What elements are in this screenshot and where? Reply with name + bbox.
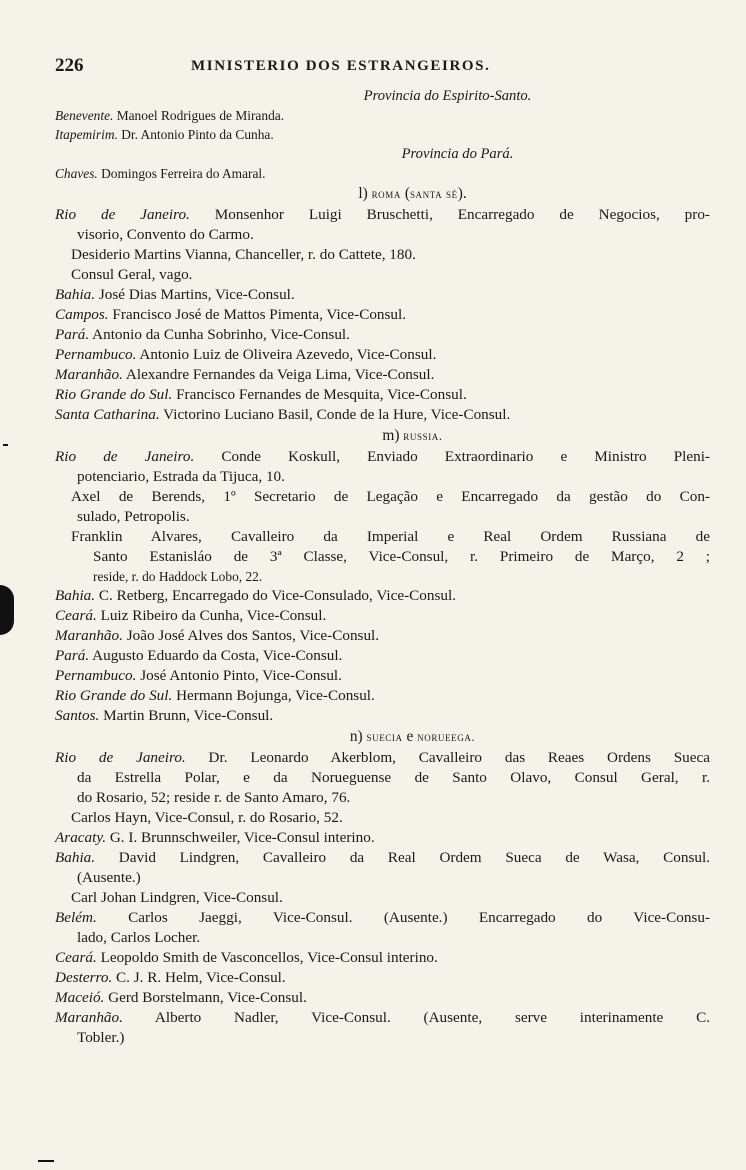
place-name: Belém. xyxy=(55,909,97,926)
place-name: Pará. xyxy=(55,647,90,664)
place-name: Pará. xyxy=(55,326,90,343)
section-suffix: ). xyxy=(457,185,467,202)
section-prefix: m) xyxy=(382,427,404,444)
place-name: Campos. xyxy=(55,306,109,323)
entry-text: G. I. Brunnschweiler, Vice-Consul interino. xyxy=(106,829,375,846)
continuation-line: sulado, Petropolis. xyxy=(77,508,190,525)
entry-text: Augusto Eduardo da Costa, Vice-Consul. xyxy=(89,647,343,664)
province-heading: Provincia do Espirito-Santo. xyxy=(363,88,532,104)
place-name: Rio Grande do Sul. xyxy=(55,386,173,403)
entry-text: Alberto Nadler, Vice-Consul. (Ausente, serve interinamente C. xyxy=(122,1009,710,1026)
directory-entry xyxy=(55,646,710,666)
directory-entry xyxy=(55,706,710,726)
entry-text: Dr. Leonardo Akerblom, Cavalleiro das Reaes Ordens Sueca xyxy=(185,749,710,766)
continuation-line: Carl Johan Lindgren, Vice-Consul. xyxy=(71,889,283,906)
place-name: Rio de Janeiro. xyxy=(55,206,190,223)
place-name: Ceará. xyxy=(55,607,97,624)
place-name: Rio de Janeiro. xyxy=(55,448,195,465)
section-mid: ( xyxy=(400,185,410,202)
directory-entry xyxy=(55,606,710,626)
continuation-line: Franklin Alvares, Cavalleiro da Imperial e Real Ordem Russiana de xyxy=(71,528,710,545)
place-name: Maranhão. xyxy=(55,1009,123,1026)
directory-entry xyxy=(55,1008,710,1028)
directory-entry xyxy=(55,586,710,606)
entry-text: Antonio Luiz de Oliveira Azevedo, Vice-Consul. xyxy=(136,346,437,363)
place-name: Bahia. xyxy=(55,849,96,866)
entry-text: Conde Koskull, Enviado Extraordinario e Ministro Pleni- xyxy=(194,448,710,465)
directory-entry xyxy=(55,828,710,848)
entry-text: David Lindgren, Cavalleiro da Real Ordem Sueca de Wasa, Consul. xyxy=(95,849,710,866)
continuation-line: visorio, Convento do Carmo. xyxy=(77,226,254,243)
continuation-line: Desiderio Martins Vianna, Chanceller, r. do Cattete, 180. xyxy=(71,246,416,263)
place-name: Pernambuco. xyxy=(55,346,137,363)
section-name: roma xyxy=(371,187,401,201)
running-head: MINISTERIO DOS ESTRANGEIROS. xyxy=(191,58,491,74)
place-name: Maranhão. xyxy=(55,366,123,383)
place-name: Maranhão. xyxy=(55,627,123,644)
document-body xyxy=(55,86,710,1048)
section-heading xyxy=(55,183,710,205)
continuation-line: (Ausente.) xyxy=(77,869,141,886)
directory-entry xyxy=(55,385,710,405)
place-name: Desterro. xyxy=(55,969,113,986)
entry-text: Domingos Ferreira do Amaral. xyxy=(97,166,266,181)
continuation-line: reside, r. do Haddock Lobo, 22. xyxy=(93,569,263,584)
place-name: Rio Grande do Sul. xyxy=(55,687,173,704)
continuation-line: Consul Geral, vago. xyxy=(71,266,193,283)
directory-entry xyxy=(55,164,710,183)
section-name2: norueega. xyxy=(417,730,476,744)
continuation-line: da Estrella Polar, e da Norueguense de Santo Olavo, Consul Geral, r. xyxy=(77,769,710,786)
section-heading xyxy=(55,726,710,748)
directory-entry xyxy=(55,748,710,768)
entry-text: C. Retberg, Encarregado do Vice-Consulado, Vice-Consul. xyxy=(95,587,456,604)
section-prefix: n) xyxy=(349,728,367,745)
continuation-line: Tobler.) xyxy=(77,1029,125,1046)
directory-entry xyxy=(55,908,710,928)
continuation-line: lado, Carlos Locher. xyxy=(77,929,201,946)
entry-text: Alexandre Fernandes da Veiga Lima, Vice-Consul. xyxy=(122,366,435,383)
entry-text: Antonio da Cunha Sobrinho, Vice-Consul. xyxy=(89,326,350,343)
directory-entry xyxy=(55,447,710,467)
entry-text: José Dias Martins, Vice-Consul. xyxy=(95,286,295,303)
entry-text: Martin Brunn, Vice-Consul. xyxy=(99,707,274,724)
place-name: Pernambuco. xyxy=(55,667,137,684)
directory-entry xyxy=(55,125,710,144)
place-name: Santos. xyxy=(55,707,100,724)
entry-text: Carlos Jaeggi, Vice-Consul. (Ausente.) Encarregado do Vice-Consu- xyxy=(96,909,710,926)
place-name: Itapemirim. xyxy=(55,127,118,142)
entry-text: Francisco José de Mattos Pimenta, Vice-Consul. xyxy=(108,306,407,323)
continuation-line: do Rosario, 52; reside r. de Santo Amaro, 76. xyxy=(77,789,351,806)
directory-entry xyxy=(55,988,710,1008)
entry-text: Victorino Luciano Basil, Conde de la Hure, Vice-Consul. xyxy=(159,406,511,423)
section-name: suecia xyxy=(366,730,403,744)
place-name: Chaves. xyxy=(55,166,98,181)
directory-entry xyxy=(55,106,710,125)
place-name: Ceará. xyxy=(55,949,97,966)
continuation-line: Santo Estanisláo de 3ª Classe, Vice-Consul, r. Primeiro de Março, 2 ; xyxy=(93,548,710,565)
place-name: Bahia. xyxy=(55,286,96,303)
entry-text: Manoel Rodrigues de Miranda. xyxy=(113,108,285,123)
place-name: Aracaty. xyxy=(55,829,107,846)
entry-text: Luiz Ribeiro da Cunha, Vice-Consul. xyxy=(96,607,327,624)
section-mid: e xyxy=(402,728,418,745)
section-name: russia. xyxy=(403,429,443,443)
entry-text: Hermann Bojunga, Vice-Consul. xyxy=(172,687,375,704)
directory-entry xyxy=(55,205,710,225)
entry-text: Monsenhor Luigi Bruschetti, Encarregado de Negocios, pro- xyxy=(189,206,710,223)
section-heading xyxy=(55,425,710,447)
section-prefix: l) xyxy=(358,185,372,202)
page-number: 226 xyxy=(55,55,84,76)
continuation-line: Axel de Berends, 1º Secretario de Legação e Encarregado da gestão do Con- xyxy=(71,488,710,505)
page-header xyxy=(55,55,715,81)
directory-entry xyxy=(55,365,710,385)
section-name2: santa sé xyxy=(409,187,458,201)
place-name: Benevente. xyxy=(55,108,114,123)
province-heading: Provincia do Pará. xyxy=(401,146,514,162)
directory-entry xyxy=(55,285,710,305)
entry-text: Dr. Antonio Pinto da Cunha. xyxy=(117,127,274,142)
entry-text: C. J. R. Helm, Vice-Consul. xyxy=(112,969,286,986)
directory-entry xyxy=(55,405,710,425)
directory-entry xyxy=(55,305,710,325)
scan-mark-left-edge xyxy=(0,585,14,635)
directory-entry xyxy=(55,686,710,706)
directory-entry xyxy=(55,948,710,968)
entry-text: Francisco Fernandes de Mesquita, Vice-Consul. xyxy=(172,386,467,403)
continuation-line: Carlos Hayn, Vice-Consul, r. do Rosario, 52. xyxy=(71,809,343,826)
place-name: Maceió. xyxy=(55,989,105,1006)
directory-entry xyxy=(55,848,710,868)
place-name: Bahia. xyxy=(55,587,96,604)
entry-text: Gerd Borstelmann, Vice-Consul. xyxy=(104,989,307,1006)
directory-entry xyxy=(55,666,710,686)
scan-mark-bottom-dash xyxy=(38,1160,54,1162)
place-name: Santa Catharina. xyxy=(55,406,160,423)
scan-mark-dot xyxy=(3,444,8,446)
entry-text: João José Alves dos Santos, Vice-Consul. xyxy=(122,627,380,644)
directory-entry xyxy=(55,345,710,365)
entry-text: Leopoldo Smith de Vasconcellos, Vice-Consul interino. xyxy=(96,949,438,966)
directory-entry xyxy=(55,325,710,345)
place-name: Rio de Janeiro. xyxy=(55,749,186,766)
directory-entry xyxy=(55,626,710,646)
entry-text: José Antonio Pinto, Vice-Consul. xyxy=(136,667,342,684)
directory-entry xyxy=(55,968,710,988)
continuation-line: potenciario, Estrada da Tijuca, 10. xyxy=(77,468,285,485)
